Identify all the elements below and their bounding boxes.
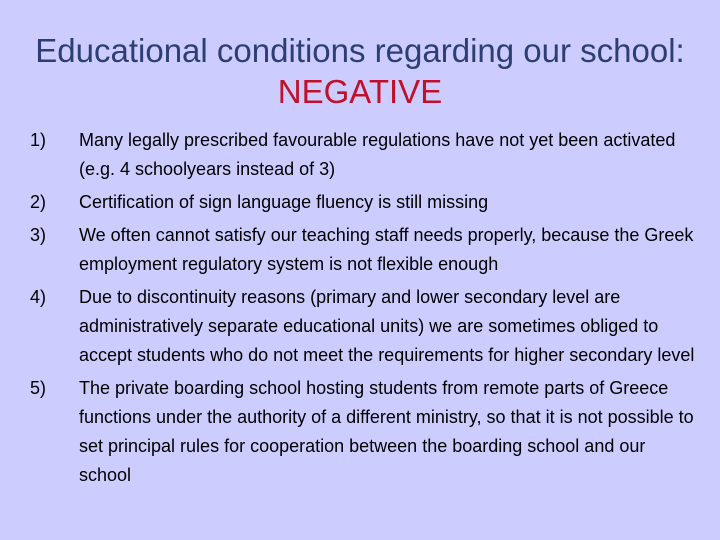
list-item-number: 5) xyxy=(30,378,47,398)
slide-title xyxy=(20,30,700,112)
list-item-number: 1) xyxy=(30,130,47,150)
list-item xyxy=(30,283,695,370)
list-item xyxy=(30,126,695,184)
list-item-text: Due to discontinuity reasons (primary and lower secondary level are administratively separate educational units) we are sometimes obliged to accept students who do not meet the requirements for higher secondary level xyxy=(79,287,695,365)
list-item-number: 4) xyxy=(30,287,47,307)
negative-conditions-list xyxy=(30,126,695,494)
list-item xyxy=(30,188,695,217)
list-item xyxy=(30,221,695,279)
title-highlight-text: NEGATIVE xyxy=(277,73,443,110)
list-item-text: Certification of sign language fluency is still missing xyxy=(79,192,489,212)
list-item-text: Many legally prescribed favourable regulations have not yet been activated (e.g. 4 schoolyears instead of 3) xyxy=(79,130,676,179)
list-item-number: 2) xyxy=(30,192,47,212)
list-item-text: The private boarding school hosting students from remote parts of Greece functions under the authority of a different ministry, so that it is not possible to set principal rules for cooperation between the boarding school and our school xyxy=(79,378,694,485)
list-item-number: 3) xyxy=(30,225,47,245)
list-item xyxy=(30,374,695,490)
title-main-text: Educational conditions regarding our school: xyxy=(35,32,685,69)
list-item-text: We often cannot satisfy our teaching staff needs properly, because the Greek employment regulatory system is not flexible enough xyxy=(79,225,694,274)
